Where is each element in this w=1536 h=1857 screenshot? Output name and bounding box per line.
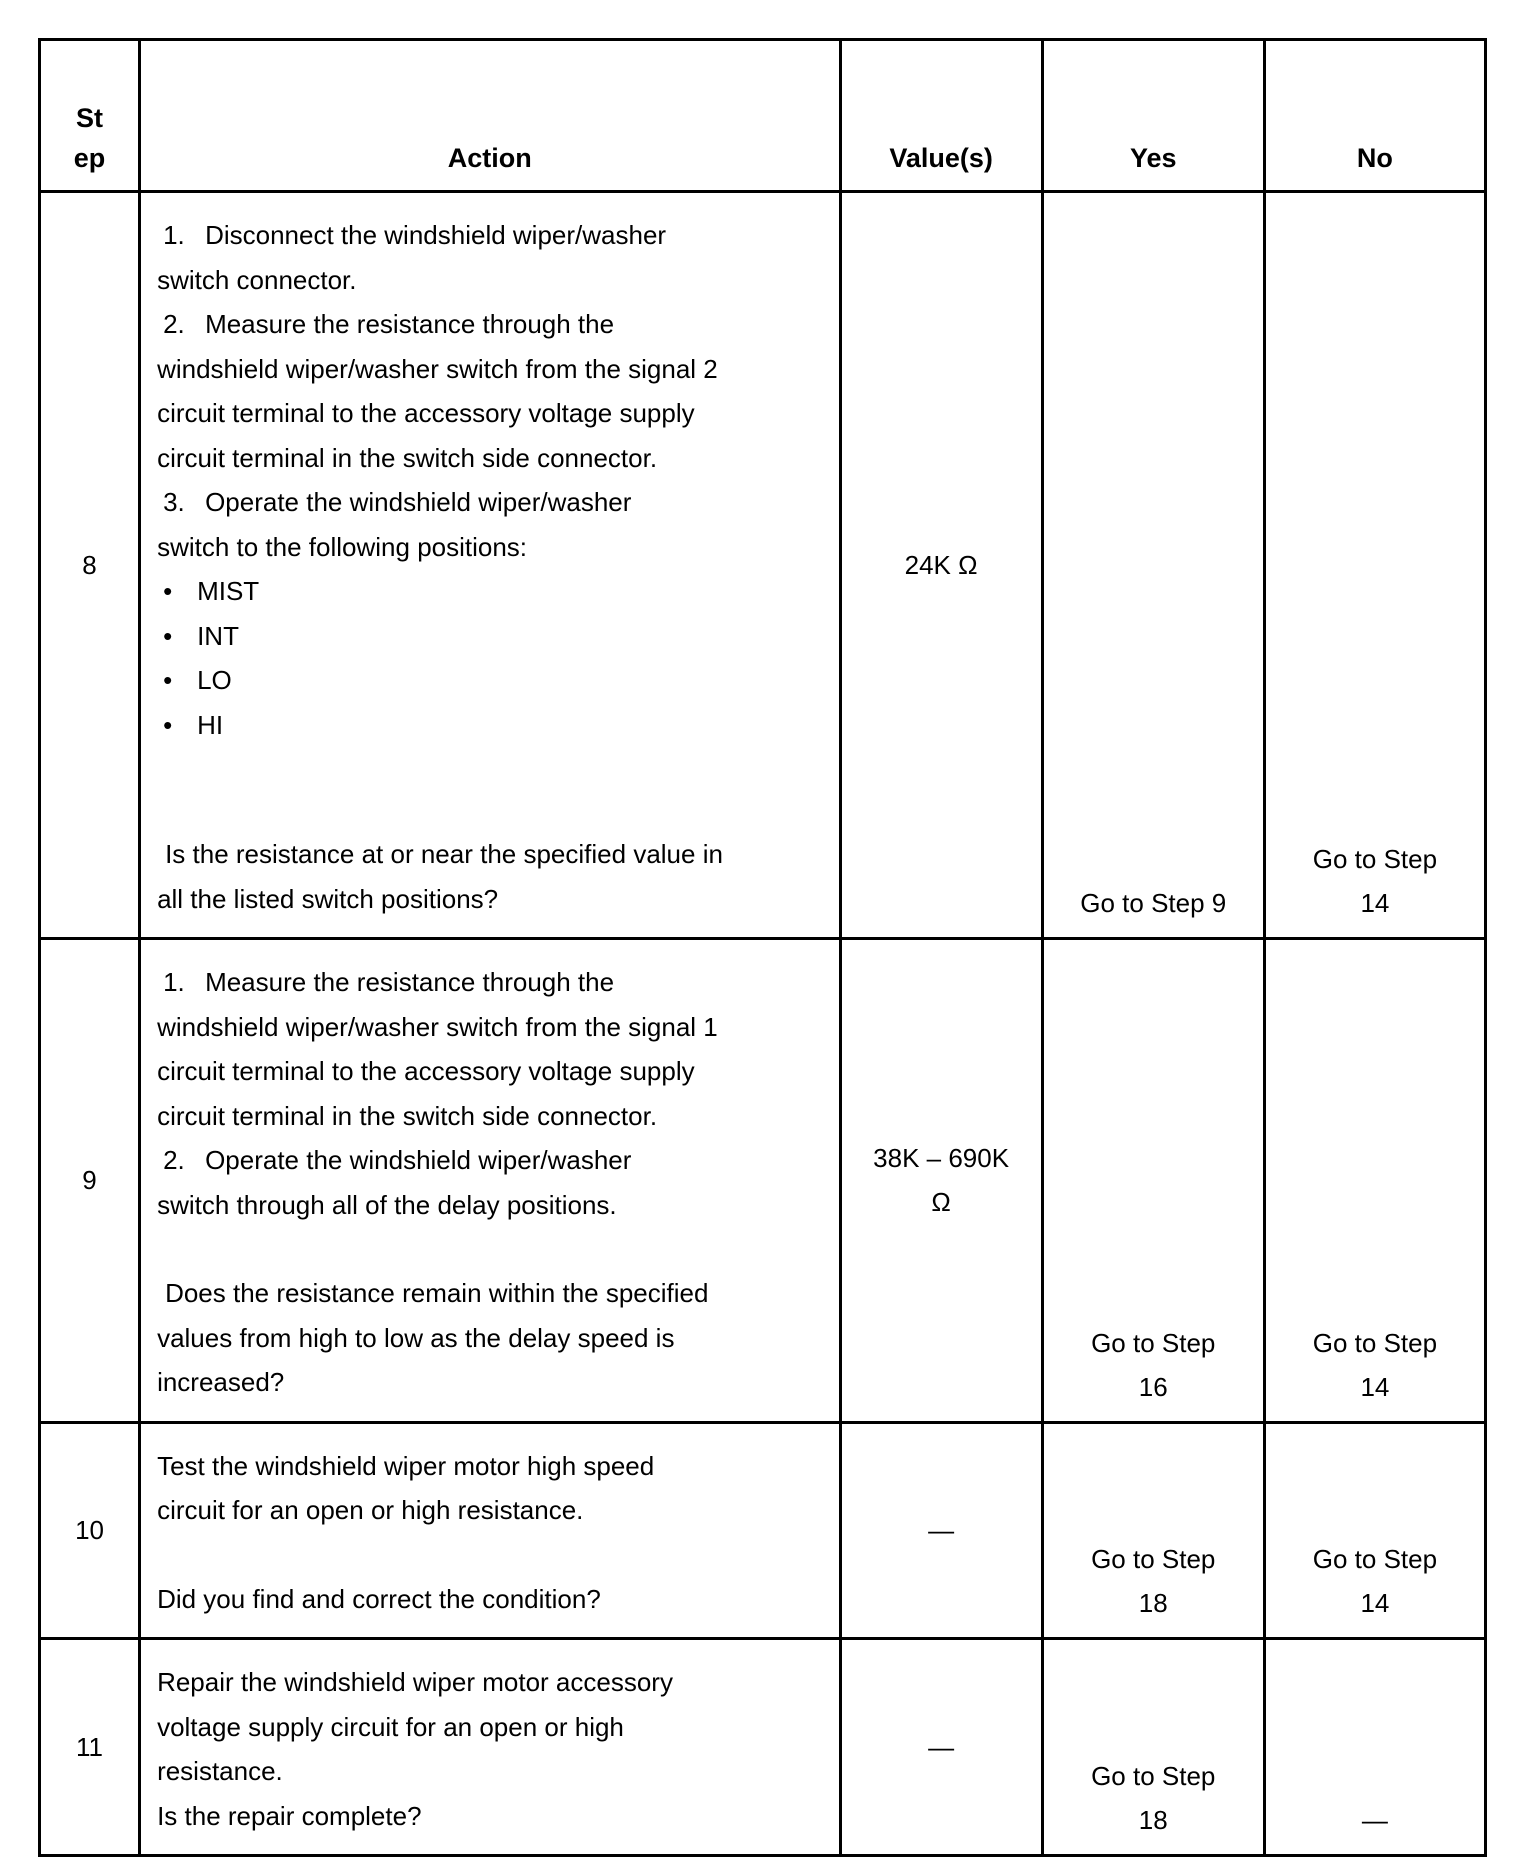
bullet-item xyxy=(157,569,818,614)
bullet-text: MIST xyxy=(197,576,260,606)
bullet-item xyxy=(157,658,818,703)
action-line: Test the windshield wiper motor high speed xyxy=(157,1450,655,1481)
question-line: increased? xyxy=(157,1367,285,1397)
action-line: circuit terminal to the accessory voltage supply xyxy=(157,398,695,428)
action-line xyxy=(157,480,818,525)
no-line: 14 xyxy=(1360,1588,1390,1618)
value-line: 38K – 690K xyxy=(873,1143,1010,1174)
list-number: 3. xyxy=(163,487,185,517)
list-number: 1. xyxy=(163,220,185,250)
value-cell: — xyxy=(840,1422,1042,1639)
action-text: Operate the windshield wiper/washer xyxy=(205,1145,632,1175)
header-values: Value(s) xyxy=(840,40,1042,192)
yes-line: 18 xyxy=(1138,1588,1168,1618)
list-number: 1. xyxy=(163,967,185,997)
yes-cell xyxy=(1042,939,1264,1423)
bullet-text: LO xyxy=(197,665,232,695)
table-row xyxy=(40,1639,1486,1856)
question-line: Does the resistance remain within the specified xyxy=(165,1278,709,1308)
action-line xyxy=(157,302,818,347)
action-line: circuit terminal in the switch side connector. xyxy=(157,1100,658,1131)
yes-cell xyxy=(1042,1639,1264,1856)
question-line: values from high to low as the delay speed is xyxy=(157,1322,675,1353)
action-text: Measure the resistance through the xyxy=(205,309,615,339)
diagnostic-table xyxy=(38,38,1487,1857)
step-number: 10 xyxy=(40,1422,140,1639)
question-line: Did you find and correct the condition? xyxy=(157,1583,601,1614)
action-line: windshield wiper/washer switch from the signal 2 xyxy=(157,353,718,384)
bullet-text: HI xyxy=(197,709,224,740)
action-line: voltage supply circuit for an open or high xyxy=(157,1711,624,1742)
step-number: 11 xyxy=(40,1639,140,1856)
action-text: Disconnect the windshield wiper/washer xyxy=(205,220,667,250)
no-line: Go to Step xyxy=(1312,844,1438,874)
action-line: Repair the windshield wiper motor accessory xyxy=(157,1667,673,1697)
bullet-icon: • xyxy=(163,620,173,651)
bullet-icon: • xyxy=(163,665,173,695)
question-line: all the listed switch positions? xyxy=(157,883,499,914)
table-row xyxy=(40,1422,1486,1639)
no-cell xyxy=(1264,939,1485,1423)
action-line: windshield wiper/washer switch from the signal 1 xyxy=(157,1011,718,1042)
action-line: resistance. xyxy=(157,1756,283,1786)
no-cell: — xyxy=(1264,1639,1485,1856)
no-line: 14 xyxy=(1360,888,1390,918)
yes-line: Go to Step xyxy=(1091,1327,1216,1358)
header-step-line1: St xyxy=(76,103,104,133)
yes-cell: Go to Step 9 xyxy=(1042,192,1264,939)
action-cell xyxy=(140,939,840,1423)
action-line: switch to the following positions: xyxy=(157,531,528,562)
no-line: 14 xyxy=(1360,1371,1390,1402)
no-line: Go to Step xyxy=(1312,1327,1438,1358)
no-cell xyxy=(1264,192,1485,939)
step-number: 9 xyxy=(40,939,140,1423)
no-line: Go to Step xyxy=(1312,1544,1438,1574)
action-text: Operate the windshield wiper/washer xyxy=(205,487,632,517)
bullet-item xyxy=(157,614,818,659)
action-line: switch through all of the delay positions. xyxy=(157,1189,617,1220)
action-line xyxy=(157,1138,818,1183)
header-action: Action xyxy=(140,40,840,192)
question-line: Is the repair complete? xyxy=(157,1800,422,1831)
table-row xyxy=(40,939,1486,1423)
step-number: 8 xyxy=(40,192,140,939)
action-line: switch connector. xyxy=(157,264,357,295)
header-row xyxy=(40,40,1486,192)
value-cell xyxy=(840,939,1042,1423)
list-number: 2. xyxy=(163,309,185,339)
action-line: circuit for an open or high resistance. xyxy=(157,1495,584,1525)
no-cell xyxy=(1264,1422,1485,1639)
yes-line: Go to Step xyxy=(1091,1761,1216,1791)
value-line: Ω xyxy=(931,1187,951,1218)
yes-cell xyxy=(1042,1422,1264,1639)
header-step-line2: ep xyxy=(73,143,106,173)
header-step xyxy=(40,40,140,192)
bullet-icon: • xyxy=(163,576,173,606)
value-cell: — xyxy=(840,1639,1042,1856)
yes-line: Go to Step xyxy=(1091,1544,1216,1574)
bullet-text: INT xyxy=(197,620,239,651)
action-line: circuit terminal in the switch side connector. xyxy=(157,442,658,473)
value-cell: 24K Ω xyxy=(840,192,1042,939)
header-no: No xyxy=(1264,40,1485,192)
action-cell xyxy=(140,1639,840,1856)
action-text: Measure the resistance through the xyxy=(205,967,615,997)
header-yes: Yes xyxy=(1042,40,1264,192)
bullet-icon: • xyxy=(163,709,173,740)
action-line xyxy=(157,213,818,258)
table-row xyxy=(40,192,1486,939)
action-cell xyxy=(140,192,840,939)
action-line: circuit terminal to the accessory voltage supply xyxy=(157,1056,695,1086)
bullet-item xyxy=(157,703,818,748)
yes-line: 16 xyxy=(1138,1371,1168,1402)
list-number: 2. xyxy=(163,1145,185,1175)
yes-line: 18 xyxy=(1138,1805,1168,1835)
action-cell xyxy=(140,1422,840,1639)
question-line: Is the resistance at or near the specified value in xyxy=(165,839,723,869)
action-line xyxy=(157,960,818,1005)
